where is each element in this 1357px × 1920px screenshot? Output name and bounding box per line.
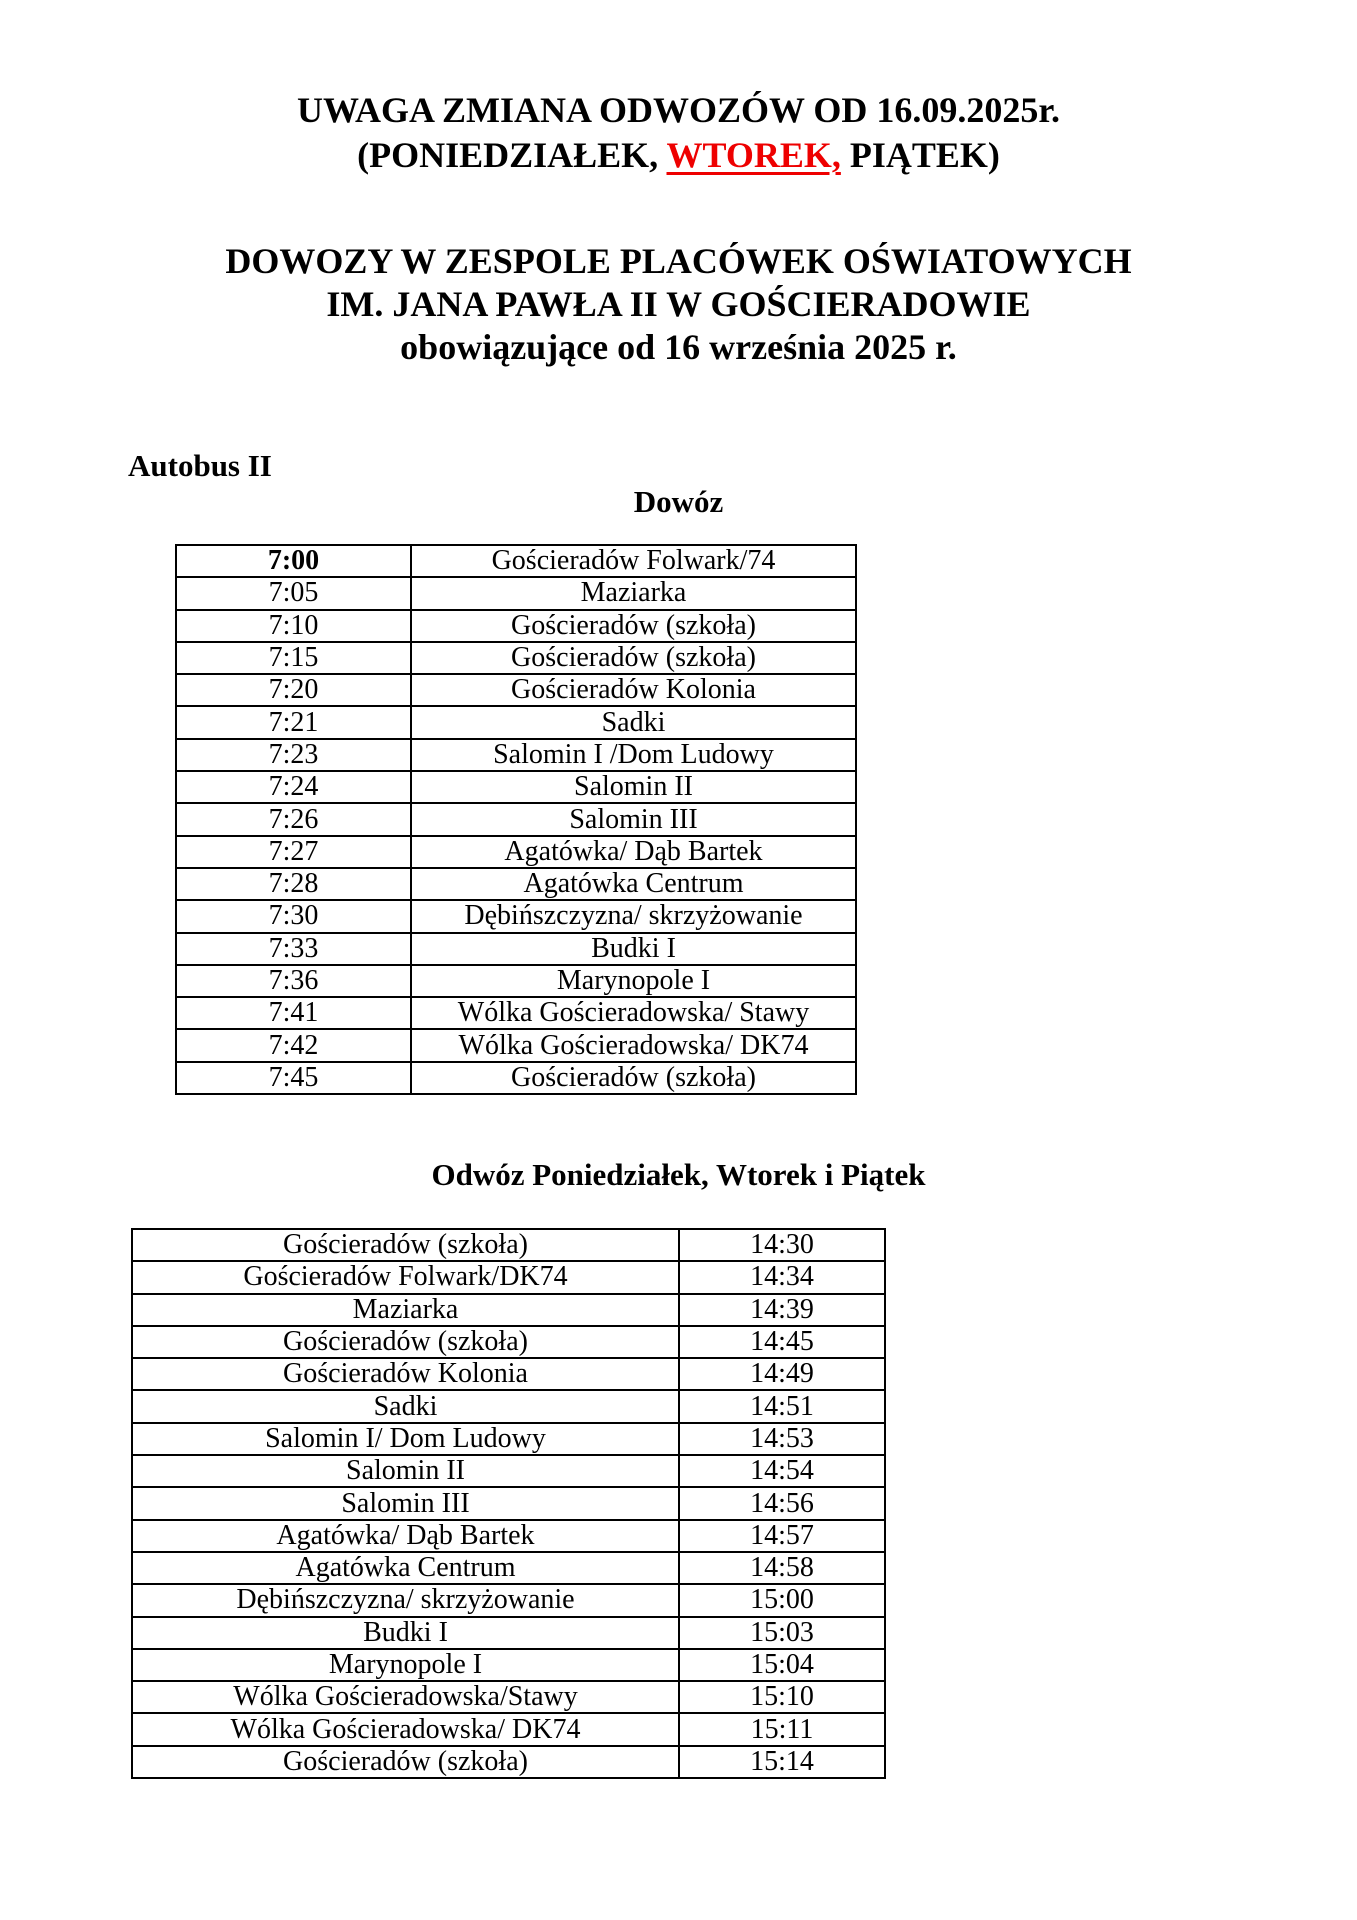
time-cell: 7:20 <box>176 674 411 706</box>
stop-cell: Sadki <box>132 1390 679 1422</box>
bus-label: Autobus II <box>128 448 272 483</box>
stop-cell: Budki I <box>132 1617 679 1649</box>
time-cell: 7:15 <box>176 642 411 674</box>
stop-cell: Wólka Gościeradowska/ Stawy <box>411 997 856 1029</box>
table-row <box>176 545 856 577</box>
table-row <box>176 965 856 997</box>
table-row <box>176 706 856 738</box>
stop-cell: Gościeradów (szkoła) <box>411 1062 856 1094</box>
table-row <box>132 1390 885 1422</box>
stop-cell: Budki I <box>411 933 856 965</box>
stop-cell: Gościeradów (szkoła) <box>132 1229 679 1261</box>
table-row <box>132 1552 885 1584</box>
school-subtitle <box>0 240 1357 369</box>
table-row <box>132 1261 885 1293</box>
time-cell: 7:10 <box>176 610 411 642</box>
time-cell: 14:34 <box>679 1261 885 1293</box>
time-cell: 15:14 <box>679 1746 885 1778</box>
school-subtitle-line2: IM. JANA PAWŁA II W GOŚCIERADOWIE <box>326 284 1031 324</box>
time-cell: 7:42 <box>176 1029 411 1061</box>
time-cell: 7:27 <box>176 836 411 868</box>
time-cell: 7:23 <box>176 739 411 771</box>
notice-title-line2 <box>0 133 1357 178</box>
table-row <box>176 836 856 868</box>
stop-cell: Dębińszczyzna/ skrzyżowanie <box>132 1584 679 1616</box>
table-row <box>132 1520 885 1552</box>
table-row <box>132 1584 885 1616</box>
table-row <box>176 674 856 706</box>
table-row <box>176 577 856 609</box>
table-row <box>176 900 856 932</box>
table-row <box>176 739 856 771</box>
time-cell: 14:53 <box>679 1423 885 1455</box>
table-row <box>132 1617 885 1649</box>
stop-cell: Gościeradów Folwark/74 <box>411 545 856 577</box>
stop-cell: Marynopole I <box>132 1649 679 1681</box>
time-cell: 15:04 <box>679 1649 885 1681</box>
time-cell: 14:39 <box>679 1294 885 1326</box>
time-cell: 7:00 <box>176 545 411 577</box>
table-row <box>132 1746 885 1778</box>
dowoz-table <box>175 544 857 1095</box>
school-subtitle-line1: DOWOZY W ZESPOLE PLACÓWEK OŚWIATOWYCH <box>225 241 1132 281</box>
table-row <box>176 933 856 965</box>
stop-cell: Maziarka <box>132 1294 679 1326</box>
stop-cell: Wólka Gościeradowska/Stawy <box>132 1681 679 1713</box>
time-cell: 7:45 <box>176 1062 411 1094</box>
time-cell: 14:57 <box>679 1520 885 1552</box>
stop-cell: Agatówka Centrum <box>132 1552 679 1584</box>
table-row <box>132 1681 885 1713</box>
time-cell: 14:58 <box>679 1552 885 1584</box>
table-row <box>176 642 856 674</box>
time-cell: 15:03 <box>679 1617 885 1649</box>
notice-title-line1: UWAGA ZMIANA ODWOZÓW OD 16.09.2025r. <box>296 90 1061 130</box>
stop-cell: Gościeradów Kolonia <box>411 674 856 706</box>
table-row <box>132 1455 885 1487</box>
time-cell: 7:33 <box>176 933 411 965</box>
stop-cell: Salomin III <box>132 1487 679 1519</box>
stop-cell: Agatówka Centrum <box>411 868 856 900</box>
notice-title-highlight-wtorek: WTOREK, <box>666 135 841 175</box>
time-cell: 7:26 <box>176 803 411 835</box>
stop-cell: Salomin II <box>132 1455 679 1487</box>
table-row <box>132 1423 885 1455</box>
table-row <box>176 1029 856 1061</box>
time-cell: 15:10 <box>679 1681 885 1713</box>
table-row <box>132 1649 885 1681</box>
stop-cell: Salomin I /Dom Ludowy <box>411 739 856 771</box>
stop-cell: Wólka Gościeradowska/ DK74 <box>132 1713 679 1745</box>
time-cell: 7:24 <box>176 771 411 803</box>
time-cell: 7:21 <box>176 706 411 738</box>
stop-cell: Gościeradów (szkoła) <box>132 1746 679 1778</box>
notice-title <box>0 88 1357 178</box>
time-cell: 14:30 <box>679 1229 885 1261</box>
stop-cell: Agatówka/ Dąb Bartek <box>132 1520 679 1552</box>
time-cell: 14:54 <box>679 1455 885 1487</box>
table-row <box>132 1487 885 1519</box>
stop-cell: Salomin III <box>411 803 856 835</box>
stop-cell: Wólka Gościeradowska/ DK74 <box>411 1029 856 1061</box>
time-cell: 7:41 <box>176 997 411 1029</box>
time-cell: 15:00 <box>679 1584 885 1616</box>
odwoz-heading: Odwóz Poniedziałek, Wtorek i Piątek <box>431 1157 926 1192</box>
table-row <box>176 868 856 900</box>
stop-cell: Marynopole I <box>411 965 856 997</box>
dowoz-heading: Dowóz <box>633 484 724 519</box>
table-row <box>132 1294 885 1326</box>
odwoz-table <box>131 1228 886 1779</box>
school-subtitle-line3: obowiązujące od 16 września 2025 r. <box>400 327 957 367</box>
notice-title-line2-prefix: (PONIEDZIAŁEK, <box>357 135 667 175</box>
stop-cell: Gościeradów Kolonia <box>132 1358 679 1390</box>
time-cell: 14:45 <box>679 1326 885 1358</box>
time-cell: 14:51 <box>679 1390 885 1422</box>
stop-cell: Gościeradów (szkoła) <box>132 1326 679 1358</box>
table-row <box>132 1326 885 1358</box>
time-cell: 7:36 <box>176 965 411 997</box>
time-cell: 7:28 <box>176 868 411 900</box>
stop-cell: Salomin II <box>411 771 856 803</box>
stop-cell: Salomin I/ Dom Ludowy <box>132 1423 679 1455</box>
table-row <box>132 1229 885 1261</box>
table-row <box>176 610 856 642</box>
stop-cell: Agatówka/ Dąb Bartek <box>411 836 856 868</box>
stop-cell: Sadki <box>411 706 856 738</box>
stop-cell: Dębińszczyzna/ skrzyżowanie <box>411 900 856 932</box>
notice-title-line2-suffix: PIĄTEK) <box>840 135 1000 175</box>
stop-cell: Gościeradów (szkoła) <box>411 642 856 674</box>
time-cell: 14:56 <box>679 1487 885 1519</box>
time-cell: 7:05 <box>176 577 411 609</box>
stop-cell: Maziarka <box>411 577 856 609</box>
table-row <box>176 771 856 803</box>
table-row <box>176 803 856 835</box>
table-row <box>176 997 856 1029</box>
time-cell: 14:49 <box>679 1358 885 1390</box>
stop-cell: Gościeradów Folwark/DK74 <box>132 1261 679 1293</box>
stop-cell: Gościeradów (szkoła) <box>411 610 856 642</box>
time-cell: 15:11 <box>679 1713 885 1745</box>
table-row <box>176 1062 856 1094</box>
time-cell: 7:30 <box>176 900 411 932</box>
table-row <box>132 1713 885 1745</box>
table-row <box>132 1358 885 1390</box>
